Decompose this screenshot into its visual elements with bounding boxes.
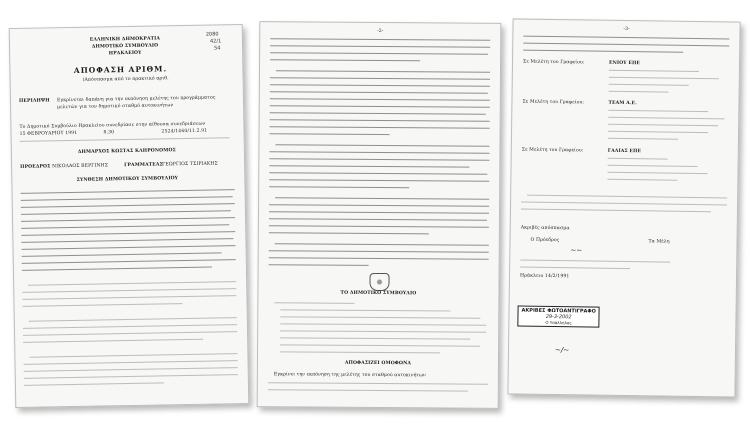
stamp-sub: Ο Υπάλληλος [545,319,572,326]
text-line [523,43,729,47]
document-page-3 [507,18,740,397]
text-line [24,360,238,365]
text-line [270,38,490,41]
session-intro: Το Δημοτικό Συμβούλιο Ηρακλείου συνεδρίασε στην αίθουσα συνεδριάσεων [19,121,206,130]
decision-heading: ΤΟ ΔΗΜΟΤΙΚΟ ΣΥΜΒΟΥΛΙΟ [340,290,417,297]
text-line [20,137,230,142]
text-line [23,324,237,329]
date-line: Ηράκλειο 14/2/1991 [520,273,570,280]
text-line [607,172,707,175]
text-line [608,158,668,160]
text-line [21,231,235,236]
text-line [22,295,236,300]
text-line [270,126,490,129]
text-line [608,138,678,140]
text-line [269,225,489,228]
text-line [269,264,369,266]
text-line [280,323,486,326]
text-line [527,195,727,199]
corner-number-2: 42/1 [209,38,222,45]
document-page-2 [257,21,502,409]
text-line [21,217,235,222]
text-line [608,110,708,113]
text-line [270,98,490,101]
text-line [521,202,727,206]
text-line [270,84,490,87]
text-line [269,232,429,235]
text-line [270,119,490,122]
text-line [280,330,486,333]
text-line [22,267,212,272]
approved-text: Εγκρίνει την εκπόνηση της μελέτης του σταθμού αυτοκινήτων [273,372,426,379]
text-line [21,238,233,243]
text-line [270,133,390,135]
text-line [29,353,237,358]
text-line [21,196,233,201]
text-line [608,124,718,127]
text-line [523,50,683,54]
text-line [280,316,480,319]
member-label-2: Σε Μελέτη του Γραφείου: [522,99,585,106]
text-line [275,243,489,246]
session-number: 2524/1460/11.2.91 [161,128,208,135]
text-line [24,382,164,386]
text-line [28,281,236,286]
text-line [269,204,489,207]
text-line [609,77,719,80]
text-line [268,382,488,385]
text-line [21,189,235,194]
stamp-text: ΑΚΡΙΒΕΣ ΦΩΤΟΑΝΤΙΓΡΑΦΟ [521,307,596,315]
decision-subtitle: (Απόσπασμα από το πρακτικό αριθ. [82,76,169,83]
text-line [523,36,729,40]
footer-left: Ακριβές απόσπασμα [520,225,570,232]
president-name: ΝΙΚΟΛΑΟΣ ΒΕΡΓΙΝΗΣ [52,163,109,170]
text-line [269,186,409,188]
signature: ~~ [570,246,583,255]
page-number: -3- [623,26,630,33]
corner-number-3: 54 [214,45,221,52]
member-label-3: Σε Μελέτη του Γραφείου: [521,147,584,154]
text-line [269,151,489,154]
member-name-2: TEAM Α.Ε. [608,100,637,107]
text-line [270,77,490,80]
text-line [23,331,237,336]
text-line [270,59,420,61]
text-line [23,339,203,344]
president-label: ΠΡΟΕΔΡΟΣ [20,164,51,170]
text-line [608,117,724,120]
text-line [520,260,670,263]
header-line-2: ΔΗΜΟΤΙΚΟ ΣΥΜΒΟΥΛΙΟ [91,43,159,50]
header-line-3: ΗΡΑΚΛΕΙΟΥ [108,50,142,57]
text-line [22,288,236,293]
text-line [268,389,468,392]
text-line [24,367,238,372]
text-line [280,344,480,347]
text-line [275,197,489,200]
corner-number-1: 2080 [205,31,219,38]
text-line [21,210,231,215]
president-word: Ο Πρόεδρος [530,237,560,244]
header-line-1: ΕΛΛΗΝΙΚΗ ΔΗΜΟΚΡΑΤΙΑ [89,36,161,43]
text-line [270,91,488,94]
member-name-3: ΓΑΛΙΑΣ ΕΠΕ [607,148,642,155]
text-line [269,250,489,253]
text-line [609,84,689,87]
council-heading: ΣΥΝΘΕΣΗ ΔΗΜΟΤΙΚΟΥ ΣΥΜΒΟΥΛΙΟΥ [76,176,179,183]
text-line [607,179,677,181]
text-line [608,165,698,168]
member-label-1: Σε Μελέτη του Γραφείου: [522,59,585,66]
text-line [609,91,669,93]
summary-label: ΠΕΡΙΛΗΨΗ [18,98,50,104]
stamp-signature: ~/~ [554,346,570,355]
text-line [269,211,489,214]
text-line [270,105,490,108]
text-line [270,52,488,55]
document-page-1 [9,24,250,408]
text-line [22,245,236,250]
approves-heading: ΑΠΟΦΑΣΙΖΕΙ ΟΜΟΦΩΝΑ [344,360,412,367]
text-line [21,203,235,208]
text-line [274,302,354,304]
summary-text-2: μελετών για τον δημοτικό σταθμό αυτοκινήτων [57,103,174,111]
text-line [609,70,699,73]
text-line [24,374,238,379]
text-line [280,351,440,354]
text-line [269,165,469,168]
text-line [520,267,630,270]
coat-of-arms-seal [369,273,389,291]
text-line [275,144,489,147]
secretary-label: ΓΡΑΜΜΑΤΕΑΣ [124,162,163,169]
members-word: Τα Μέλη [648,239,670,245]
text-line [23,303,183,307]
text-line [608,131,708,134]
text-line [269,179,489,182]
text-line [280,309,450,312]
text-line [22,252,222,257]
text-line [22,259,236,264]
member-name-1: ΕΝΙΟΥ ΕΠΕ [608,60,641,67]
text-line [270,112,486,115]
mayor-line: ΔΗΜΑΡΧΟΣ ΚΩΣΤΑΣ ΚΛΗΡΟΝΟΜΟΣ [77,148,176,155]
text-line [29,317,237,322]
text-line [21,224,229,229]
certified-copy-stamp [517,306,600,328]
session-time: 8.30 [103,130,115,136]
secretary-name: ΓΕΩΡΓΙΟΣ ΤΣΙΡΙΑΚΗΣ [162,161,218,168]
text-line [521,209,711,213]
stamp-date: 29-3-2002 [545,313,572,321]
text-line [270,45,490,48]
text-line [269,218,487,221]
summary-text-1: Εγκρίνεται δαπάνη για την εκπόνηση μελέτης του προγράμματος [56,95,216,104]
text-line [269,158,489,161]
text-line [276,70,490,73]
session-date: 15 ΦΕΒΡΟΥΑΡΙΟΥ 1991 [19,130,78,137]
page-number: -2- [377,28,384,35]
text-line [280,337,470,340]
decision-title: ΑΠΟΦΑΣΗ ΑΡΙΘΜ. [73,64,168,75]
text-line [269,172,487,175]
text-line [269,257,489,260]
